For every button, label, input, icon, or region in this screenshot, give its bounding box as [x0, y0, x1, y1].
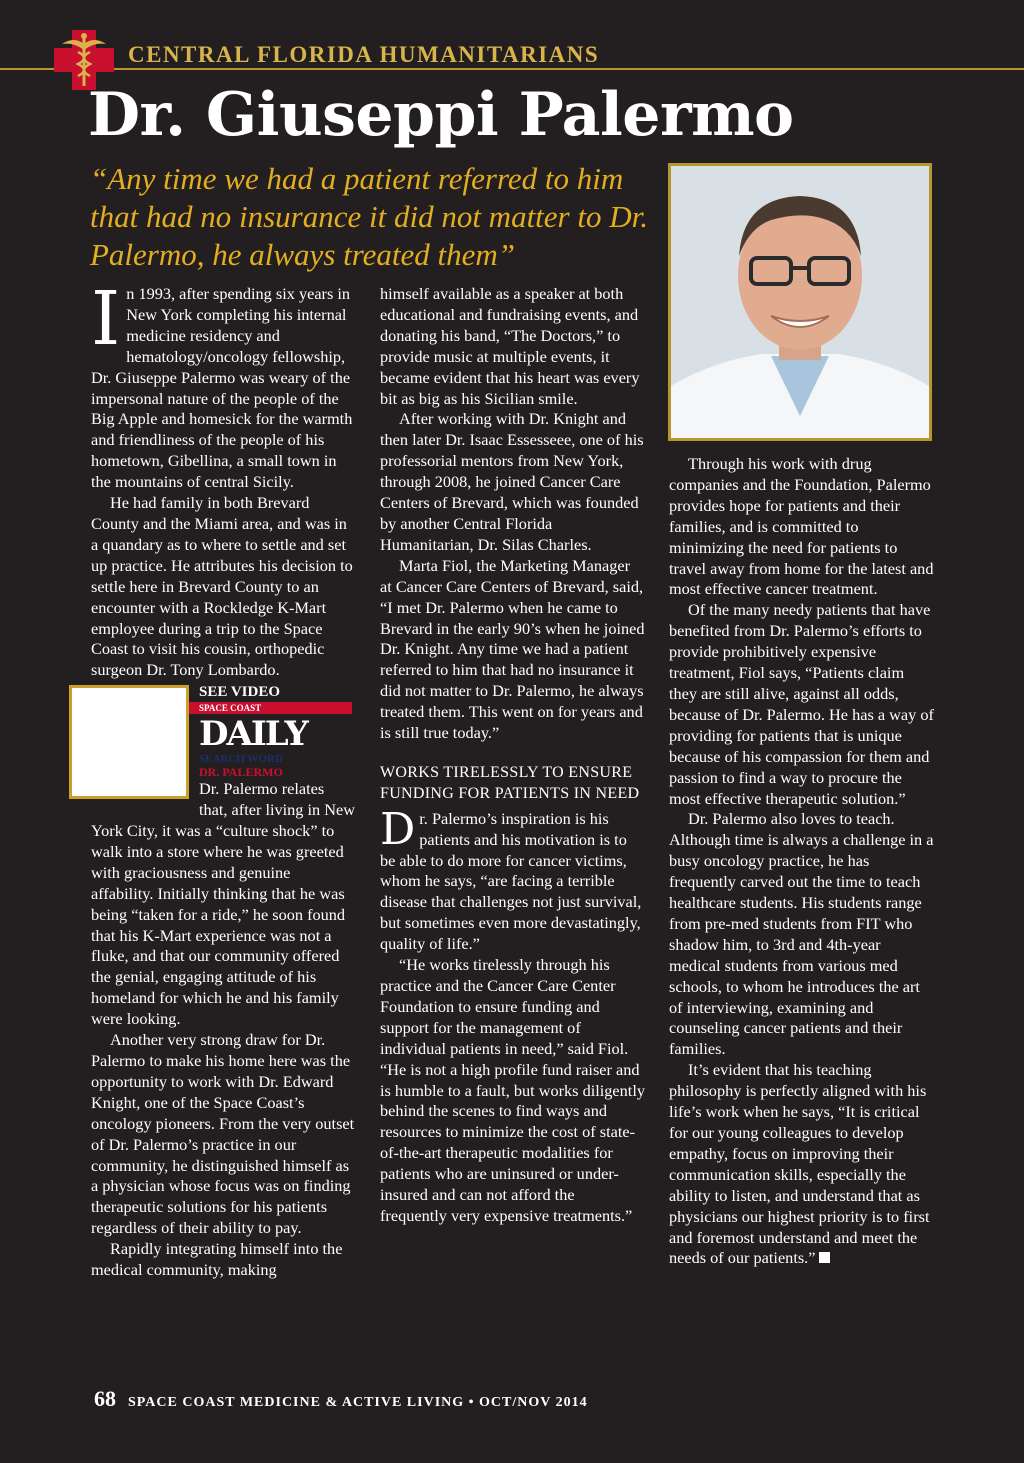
article-title: Dr. Giuseppi Palermo [88, 80, 794, 150]
paragraph [91, 276, 356, 493]
header-divider [0, 68, 1024, 70]
video-promo-brand: SPACE COAST [95, 702, 352, 714]
article-column-2 [380, 284, 645, 1227]
paragraph: himself available as a speaker at both educational and fundraising events, and donating his band, “The Doctors,” to provide music at multiple events, it became evident that his heart was every bit as big as his Sicilian smile. [380, 284, 640, 408]
article-column-3 [669, 454, 934, 1269]
paragraph: After working with Dr. Knight and then later Dr. Isaac Essesseee, one of his professorial mentors from New York, through 2008, he joined Cancer Care Centers of Brevard, which was founded by another Central Florida Humanitarian, Dr. Silas Charles. [380, 409, 644, 554]
paragraph [669, 1060, 934, 1269]
paragraph: Of the many needy patients that have benefited from Dr. Palermo’s efforts to provide prohibitively expensive treatment, Fiol says, “Patients claim they are still alive, against all odds, because of Dr. Palermo. He has a way of providing for patients that is unique because of his compassion for them and passion to find a way to procure the most effective therapeutic solution.” [669, 600, 934, 808]
paragraph-text: r. Palermo’s inspiration is his patients and his motivation is to be able to do more for cancer victims, whom he says, “are facing a terrible disease that challenges not just survival, but sometimes even more devastatingly, quality of life.” [380, 808, 642, 954]
paragraph: Another very strong draw for Dr. Palermo to make his home here was the opportunity to work with Dr. Edward Knight, one of the Space Coast’s oncology pioneers. From the very outset of Dr. Palermo’s practice in our community, he distinguished himself as a physician whose focus was on finding therapeutic solutions for his patients regardless of their ability to pay. [91, 1030, 355, 1238]
video-promo-box[interactable] [69, 685, 189, 799]
paragraph: He had family in both Brevard County and the Miami area, and was in a quandary as to where to settle and set up practice. He attributes his decision to settle here in Brevard County to an encounter with a Rockledge K-Mart employee during a trip to the Space Coast to visit his cousin, orthopedic surgeon Dr. Tony Lombardo. [91, 493, 353, 680]
section-title: CENTRAL FLORIDA HUMANITARIANS [128, 42, 600, 67]
video-promo-search-label: SEARCH WORD [199, 753, 283, 766]
paragraph: Through his work with drug companies and the Foundation, Palermo provides hope for patients and their families, and is committed to minimizing the need for patients to travel away from home for the latest and most effective cancer treatment. [669, 454, 934, 599]
paragraph: Dr. Palermo also loves to teach. Although time is always a challenge in a busy oncology practice, he has frequently carved out the time to teach healthcare students. His students range from pre-med students from FIT who shadow him, to 3rd and 4th-year medical students from various med schools, to whom he introduces the art of interviewing, examining and counseling cancer patients and their families. [669, 809, 934, 1059]
page-number: 68 [94, 1386, 116, 1411]
paragraph-text: n 1993, after spending six years in New York completing his internal medicine residency and hematology/oncology fellowship, Dr. Giuseppe Palermo was weary of the impersonal nature of the people of the Big Apple and homesick for the warmth and friendliness of the people of his hometown, Gibellina, a small town in the mountains of central Sicily. [91, 284, 353, 492]
video-promo-heading: SEE VIDEO [199, 684, 281, 701]
paragraph-text: It’s evident that his teaching philosophy is perfectly aligned with his life’s work when he says, “It is critical for our young colleagues to develop empathy, focus on improving their communication skills, especially the ability to listen, and understand that as physicians our highest priority is to first and foremost understand and meet the needs of our patients.” [669, 1060, 930, 1268]
drop-cap: I [91, 276, 121, 362]
portrait-photo [668, 163, 932, 441]
paragraph: Marta Fiol, the Marketing Manager at Cancer Care Centers of Brevard, said, “I met Dr. Palermo when he came to Brevard in the early 90’s when he joined Dr. Knight. Any time we had a patient referred to him that had no insurance it did not matter to Dr. Palermo, he always treated them. This went on for years and is still true today.” [380, 555, 645, 743]
paragraph: “He works tirelessly through his practice and the Cancer Care Center Foundation to ensure funding and support for the management of individual patients in need,” said Fiol. “He is not a high profile fund raiser and is humble to a fault, but works diligently behind the scenes to find ways and resources to minimize the cost of state-of-the-art therapeutic modalities for patients who are uninsured or under-insured and can not afford the frequently very expensive treatments.” [380, 955, 645, 1225]
paragraph-text: Dr. Palermo relates that, after living in New York City, it was a “culture shock” to walk into a store where he was greeted with graciousness and genuine affability. Initially thinking that he was being “taken for a ride,” he soon found that his K-Mart experience was not a fluke, and that our community offered the genial, engaging attitude of his homeland for which he and his family were looking. [91, 779, 355, 1029]
video-promo-logo: DAILY [199, 714, 307, 755]
paragraph [380, 803, 645, 955]
article-column-1 [91, 276, 356, 1281]
portrait-illustration [671, 166, 929, 438]
paragraph: Rapidly integrating himself into the medical community, making [91, 1239, 343, 1280]
pull-quote: “Any time we had a patient referred to him that had no insurance it did not matter to Dr. Palermo, he always treated them” [90, 161, 648, 272]
publication-name: SPACE COAST MEDICINE & ACTIVE LIVING • OCT/NOV 2014 [128, 1395, 588, 1410]
drop-cap: D [380, 803, 416, 855]
page-footer [94, 1386, 588, 1412]
video-promo-search-term: DR. PALERMO [199, 765, 283, 780]
end-of-article-icon [819, 1252, 830, 1263]
section-subheading: WORKS TIRELESSLY TO ENSURE FUNDING FOR PATIENTS IN NEED [380, 763, 640, 802]
